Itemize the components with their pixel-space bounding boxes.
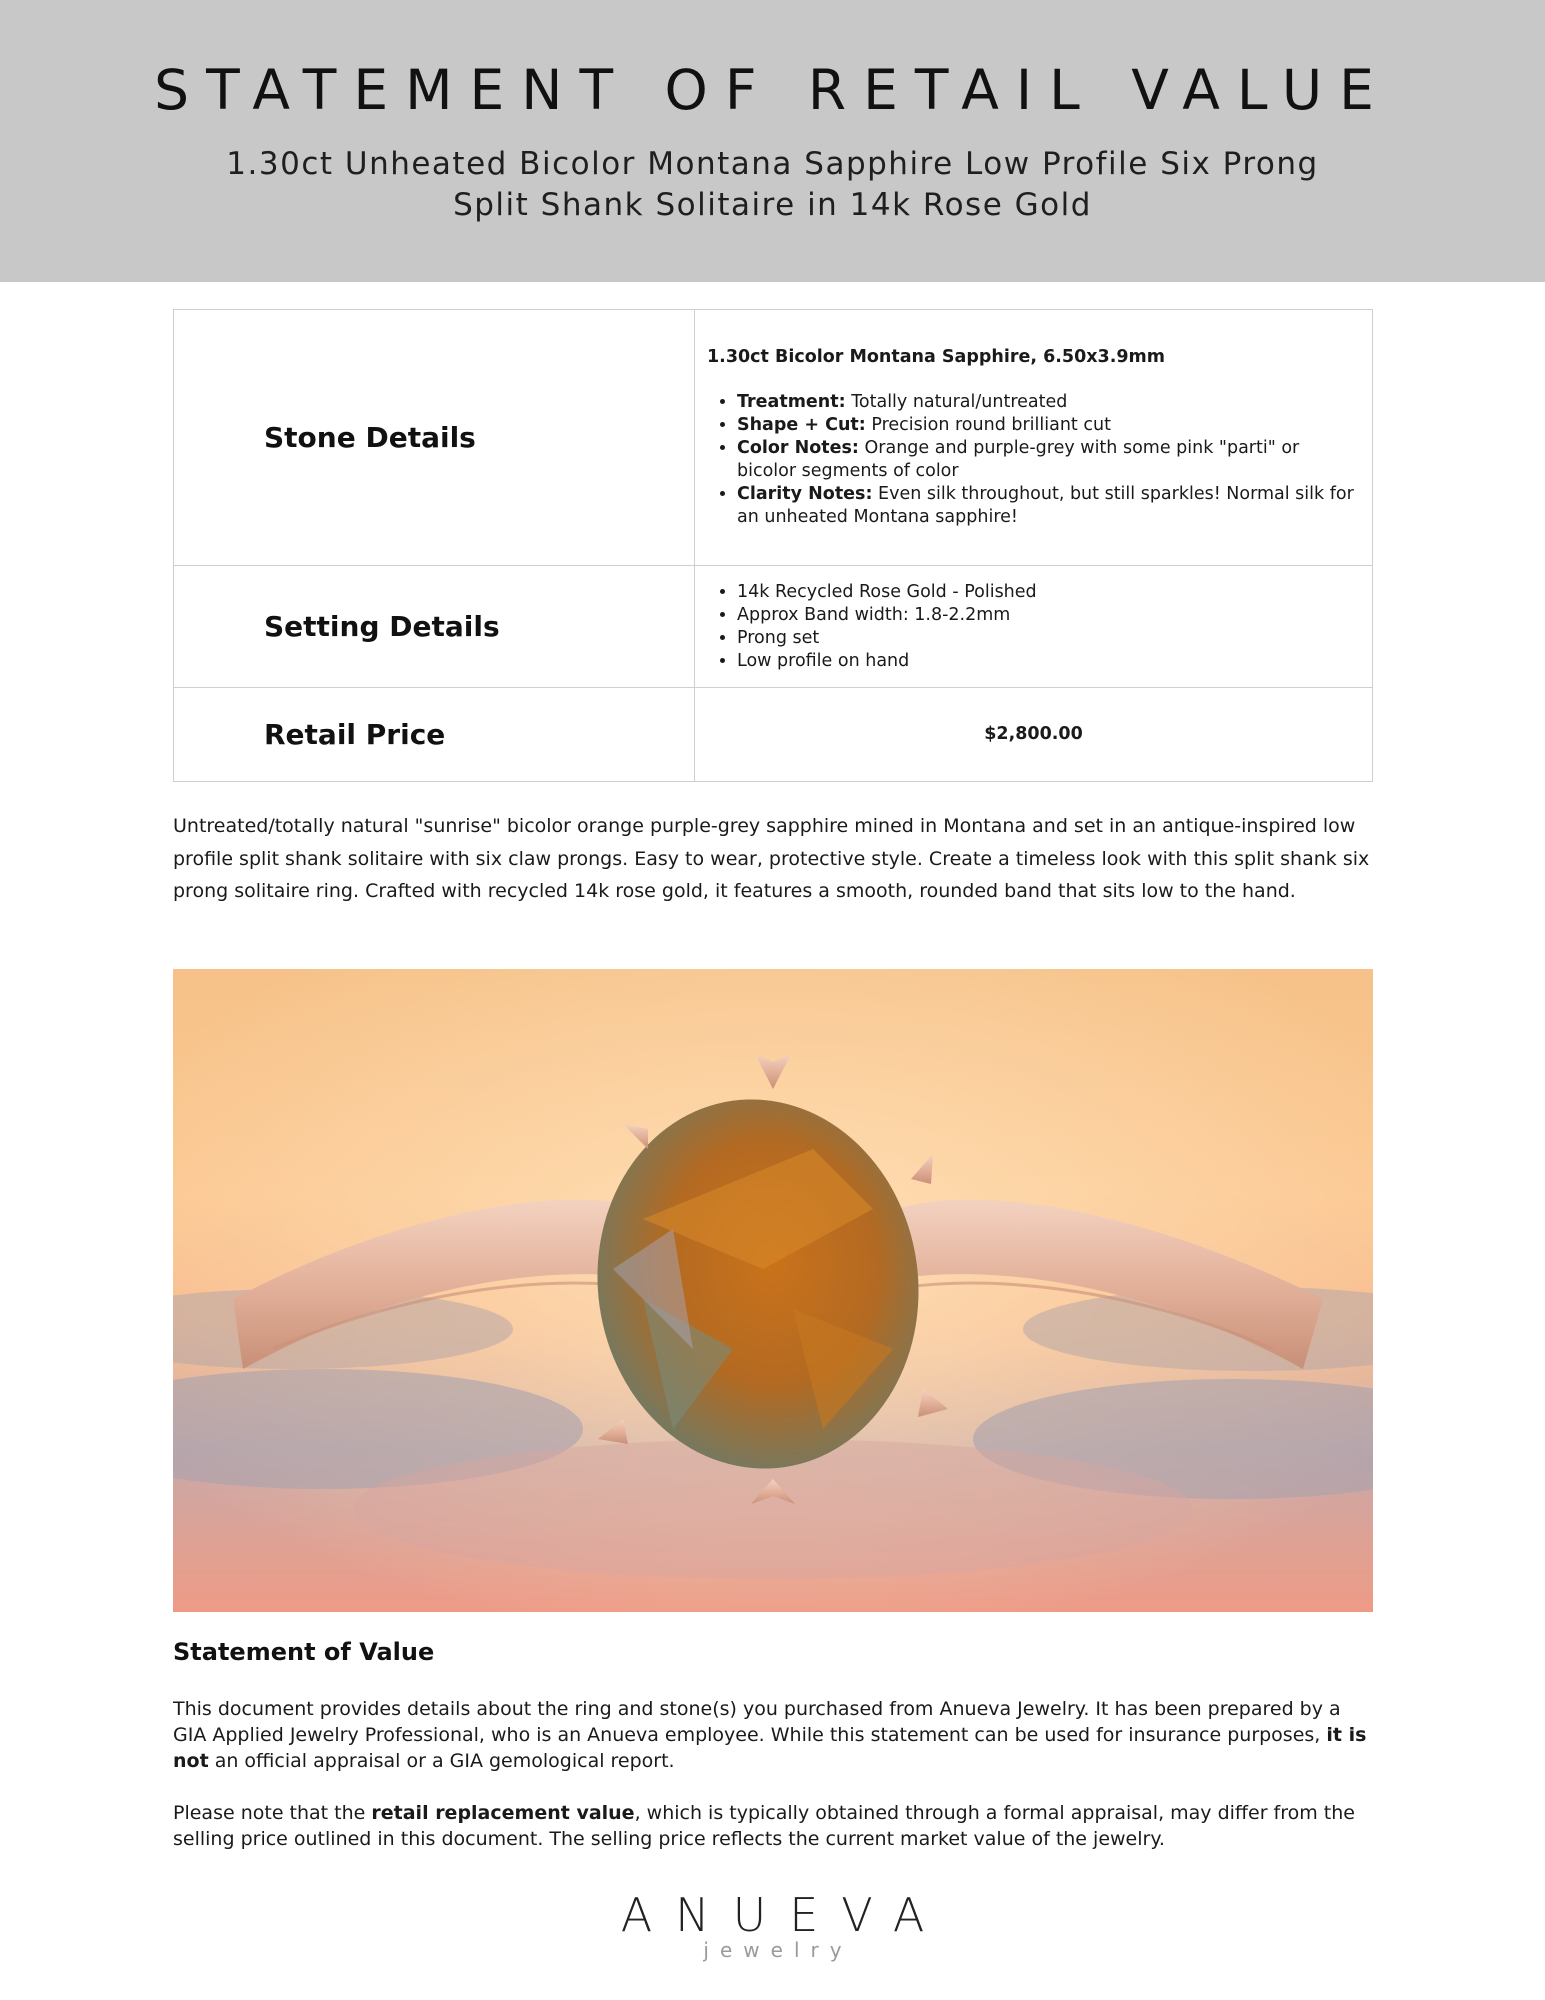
- setting-details-list: [707, 581, 1360, 673]
- statement-of-value-title: Statement of Value: [173, 1638, 435, 1666]
- list-item: • Treatment: Totally natural/untreated: [737, 391, 1360, 414]
- logo-name: ANUEVA: [620, 1888, 948, 1942]
- stone-heading: 1.30ct Bicolor Montana Sapphire, 6.50x3.9mm: [707, 347, 1166, 367]
- document-subtitle: 1.30ct Unheated Bicolor Montana Sapphire Low Profile Six Prong Split Shank Solitaire in 14k Rose Gold: [226, 146, 1319, 223]
- ring-photo: [173, 969, 1373, 1612]
- product-description: Untreated/totally natural "sunrise" bicolor orange purple-grey sapphire mined in Montana and set in an antique-inspired low profile split shank solitaire with six claw prongs. Easy to wear, protective style. Create a timeless look with this split shank six prong solitaire ring. Crafted with recycled 14k rose gold, it features a smooth, rounded band that sits low to the hand.: [173, 815, 1370, 902]
- list-item: • Low profile on hand: [737, 650, 1360, 673]
- stone-details-list: [707, 391, 1360, 529]
- stone-details-label: Stone Details: [264, 421, 476, 454]
- retail-price-label-cell: [174, 688, 695, 782]
- list-item: • Shape + Cut: Precision round brilliant cut: [737, 414, 1360, 437]
- statement-paragraph-1: This document provides details about the ring and stone(s) you purchased from Anueva Jewelry. It has been prepared by a GIA Applied Jewelry Professional, who is an Anueva employee. While this statement can be used for insurance purposes, it is not an official appraisal or a GIA gemological report.: [173, 1698, 1367, 1772]
- stone-details-row: [174, 310, 1373, 566]
- list-item: • Approx Band width: 1.8-2.2mm: [737, 604, 1360, 627]
- setting-details-value-cell: [695, 566, 1373, 688]
- setting-details-row: [174, 566, 1373, 688]
- retail-price-value: $2,800.00: [695, 688, 1373, 782]
- statement-paragraph-2: Please note that the retail replacement value, which is typically obtained through a formal appraisal, may differ from the selling price outlined in this document. The selling price reflects the current market value of the jewelry.: [173, 1802, 1355, 1850]
- setting-details-label-cell: [174, 566, 695, 688]
- document-title: STATEMENT OF RETAIL VALUE: [154, 58, 1391, 122]
- logo-tagline: jewelry: [703, 1938, 853, 1962]
- stone-details-value-cell: [695, 310, 1373, 566]
- retail-price-row: [174, 688, 1373, 782]
- list-item: • Prong set: [737, 627, 1360, 650]
- list-item: • 14k Recycled Rose Gold - Polished: [737, 581, 1360, 604]
- list-item: • Color Notes: Orange and purple-grey with some pink "parti" or bicolor segments of color: [737, 437, 1360, 483]
- list-item: • Clarity Notes: Even silk throughout, but still sparkles! Normal silk for an unheated Montana sapphire!: [737, 483, 1360, 529]
- retail-price-label: Retail Price: [264, 718, 446, 751]
- header-banner: [0, 0, 1545, 282]
- details-table: [173, 309, 1373, 782]
- ring-photo-illustration: [173, 969, 1373, 1612]
- setting-details-label: Setting Details: [264, 610, 500, 643]
- stone-details-label-cell: [174, 310, 695, 566]
- anueva-logo: [0, 1888, 1545, 1962]
